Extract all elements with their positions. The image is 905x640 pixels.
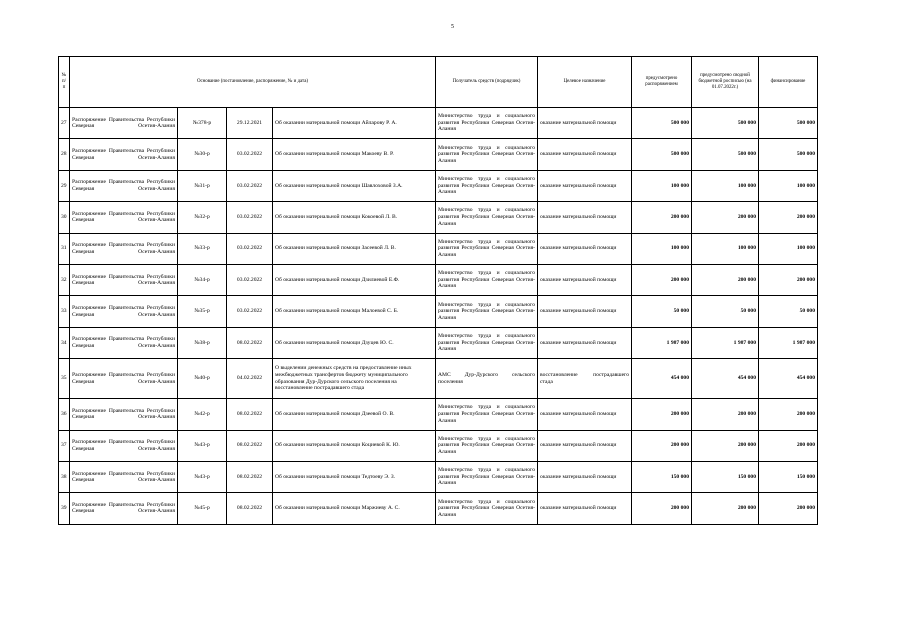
amount-financed-cell: 500 000: [759, 108, 818, 139]
table-row: [59, 461, 818, 492]
purpose-cell: восстановление пострадавшего стада: [538, 359, 632, 399]
document-date-cell: 03.02.2022: [227, 233, 273, 264]
table-row: [59, 296, 818, 327]
amount-allocated-cell: 500 000: [632, 139, 692, 170]
table-row: [59, 139, 818, 170]
amount-financed-cell: 200 000: [759, 493, 818, 524]
document-type-cell: Распоряжение Правительства Республики Северная Осетия-Алания: [70, 170, 178, 201]
amount-allocated-cell: 454 000: [632, 359, 692, 399]
recipient-cell: Министерство труда и социального развития Республики Северная Осетия-Алания: [436, 327, 538, 358]
amount-budgeted-cell: 500 000: [692, 139, 759, 170]
amount-budgeted-cell: 1 987 000: [692, 327, 759, 358]
recipient-cell: Министерство труда и социального развития Республики Северная Осетия-Алания: [436, 399, 538, 430]
amount-financed-cell: 150 000: [759, 461, 818, 492]
document-number-cell: №31-р: [178, 170, 227, 201]
table-row: [59, 264, 818, 295]
document-number-cell: №38-р: [178, 327, 227, 358]
amount-budgeted-cell: 500 000: [692, 108, 759, 139]
document-date-cell: 08.02.2022: [227, 430, 273, 461]
amount-allocated-cell: 100 000: [632, 170, 692, 201]
amount-allocated-cell: 50 000: [632, 296, 692, 327]
amount-financed-cell: 454 000: [759, 359, 818, 399]
purpose-cell: оказание материальной помощи: [538, 430, 632, 461]
row-number-cell: 30: [59, 202, 70, 233]
purpose-cell: оказание материальной помощи: [538, 264, 632, 295]
amount-budgeted-cell: 200 000: [692, 264, 759, 295]
amount-budgeted-cell: 200 000: [692, 493, 759, 524]
row-number-cell: 33: [59, 296, 70, 327]
document-type-cell: Распоряжение Правительства Республики Северная Осетия-Алания: [70, 327, 178, 358]
document-date-cell: 08.02.2022: [227, 399, 273, 430]
document-title-cell: Об оказании материальной помощи Дзуцев Ю. С.: [273, 327, 436, 358]
document-number-cell: №35-р: [178, 296, 227, 327]
document-number-cell: №378-р: [178, 108, 227, 139]
document-number-cell: №43-р: [178, 461, 227, 492]
amount-budgeted-cell: 200 000: [692, 430, 759, 461]
header-purpose: Целевое назначение: [538, 57, 632, 108]
document-type-cell: Распоряжение Правительства Республики Северная Осетия-Алания: [70, 359, 178, 399]
document-date-cell: 03.02.2022: [227, 264, 273, 295]
recipient-cell: Министерство труда и социального развития Республики Северная Осетия-Алания: [436, 264, 538, 295]
amount-budgeted-cell: 50 000: [692, 296, 759, 327]
funding-table: [58, 56, 818, 525]
header-allocated: предусмотрено распоряжением: [632, 57, 692, 108]
recipient-cell: АМС Дур-Дурского сельского поселения: [436, 359, 538, 399]
row-number-cell: 31: [59, 233, 70, 264]
purpose-cell: оказание материальной помощи: [538, 170, 632, 201]
amount-financed-cell: 500 000: [759, 139, 818, 170]
table-row: [59, 359, 818, 399]
header-actual: предусмотрено сводной бюджетной росписью (на 01.07.2022г.): [692, 57, 759, 108]
document-title-cell: Об оказании материальной помощи Шавлоховой З.А.: [273, 170, 436, 201]
document-date-cell: 03.02.2022: [227, 139, 273, 170]
row-number-cell: 34: [59, 327, 70, 358]
document-title-cell: Об оказании материальной помощи Коциевой К. Ю.: [273, 430, 436, 461]
amount-financed-cell: 100 000: [759, 233, 818, 264]
amount-budgeted-cell: 150 000: [692, 461, 759, 492]
recipient-cell: Министерство труда и социального развития Республики Северная Осетия-Алания: [436, 233, 538, 264]
document-number-cell: №32-р: [178, 202, 227, 233]
header-num: № п/п: [59, 57, 70, 108]
table-row: [59, 430, 818, 461]
amount-financed-cell: 200 000: [759, 264, 818, 295]
amount-allocated-cell: 200 000: [632, 399, 692, 430]
header-recipient: Получатель средств (подрядчик): [436, 57, 538, 108]
header-basis: Основание (постановление, распоряжение, № и дата): [70, 57, 436, 108]
recipient-cell: Министерство труда и социального развития Республики Северная Осетия-Алания: [436, 493, 538, 524]
document-number-cell: №43-р: [178, 430, 227, 461]
document-title-cell: Об оказании материальной помощи Дзилиевой Е.Ф.: [273, 264, 436, 295]
document-title-cell: Об оказании материальной помощи Кокоевой Л. В.: [273, 202, 436, 233]
recipient-cell: Министерство труда и социального развития Республики Северная Осетия-Алания: [436, 430, 538, 461]
row-number-cell: 37: [59, 430, 70, 461]
table-row: [59, 327, 818, 358]
row-number-cell: 38: [59, 461, 70, 492]
purpose-cell: оказание материальной помощи: [538, 493, 632, 524]
amount-allocated-cell: 100 000: [632, 233, 692, 264]
purpose-cell: оказание материальной помощи: [538, 296, 632, 327]
amount-financed-cell: 200 000: [759, 202, 818, 233]
amount-allocated-cell: 500 000: [632, 108, 692, 139]
table-body: [59, 108, 818, 525]
document-type-cell: Распоряжение Правительства Республики Северная Осетия-Алания: [70, 461, 178, 492]
document-date-cell: 04.02.2022: [227, 359, 273, 399]
purpose-cell: оказание материальной помощи: [538, 202, 632, 233]
purpose-cell: оказание материальной помощи: [538, 108, 632, 139]
document-number-cell: №30-р: [178, 139, 227, 170]
purpose-cell: оказание материальной помощи: [538, 327, 632, 358]
amount-budgeted-cell: 200 000: [692, 202, 759, 233]
recipient-cell: Министерство труда и социального развития Республики Северная Осетия-Алания: [436, 296, 538, 327]
document-title-cell: О выделении денежных средств на предоставление иных межбюджетных трансфертов бюджету муниципального образования Дур-Дурского сельского поселения на восстановление пострадавшего стада: [273, 359, 436, 399]
recipient-cell: Министерство труда и социального развития Республики Северная Осетия-Алания: [436, 461, 538, 492]
document-type-cell: Распоряжение Правительства Республики Северная Осетия-Алания: [70, 139, 178, 170]
amount-financed-cell: 200 000: [759, 399, 818, 430]
amount-allocated-cell: 200 000: [632, 430, 692, 461]
document-number-cell: №40-р: [178, 359, 227, 399]
row-number-cell: 35: [59, 359, 70, 399]
table-row: [59, 493, 818, 524]
document-number-cell: №42-р: [178, 399, 227, 430]
amount-allocated-cell: 200 000: [632, 202, 692, 233]
recipient-cell: Министерство труда и социального развития Республики Северная Осетия-Алания: [436, 202, 538, 233]
table-header-row: [59, 57, 818, 108]
document-date-cell: 08.02.2022: [227, 493, 273, 524]
table-row: [59, 399, 818, 430]
purpose-cell: оказание материальной помощи: [538, 461, 632, 492]
table-row: [59, 233, 818, 264]
row-number-cell: 27: [59, 108, 70, 139]
document-title-cell: Об оказании материальной помощи Макоеву В. Р.: [273, 139, 436, 170]
amount-budgeted-cell: 100 000: [692, 170, 759, 201]
amount-allocated-cell: 150 000: [632, 461, 692, 492]
table-row: [59, 108, 818, 139]
document-number-cell: №33-р: [178, 233, 227, 264]
purpose-cell: оказание материальной помощи: [538, 399, 632, 430]
recipient-cell: Министерство труда и социального развития Республики Северная Осетия-Алания: [436, 170, 538, 201]
purpose-cell: оказание материальной помощи: [538, 233, 632, 264]
document-title-cell: Об оказании материальной помощи Дзеевой О. В.: [273, 399, 436, 430]
row-number-cell: 32: [59, 264, 70, 295]
document-date-cell: 08.02.2022: [227, 327, 273, 358]
document-type-cell: Распоряжение Правительства Республики Северная Осетия-Алания: [70, 202, 178, 233]
document-date-cell: 03.02.2022: [227, 202, 273, 233]
header-financed: финансирование: [759, 57, 818, 108]
document-title-cell: Об оказании материальной помощи Айларову Р. А.: [273, 108, 436, 139]
document-type-cell: Распоряжение Правительства Республики Северная Осетия-Алания: [70, 233, 178, 264]
document-type-cell: Распоряжение Правительства Республики Северная Осетия-Алания: [70, 399, 178, 430]
recipient-cell: Министерство труда и социального развития Республики Северная Осетия-Алания: [436, 108, 538, 139]
amount-financed-cell: 1 987 000: [759, 327, 818, 358]
document-date-cell: 03.02.2022: [227, 296, 273, 327]
row-number-cell: 39: [59, 493, 70, 524]
amount-budgeted-cell: 454 000: [692, 359, 759, 399]
document-title-cell: Об оказании материальной помощи Малоевой С. Б.: [273, 296, 436, 327]
amount-financed-cell: 200 000: [759, 430, 818, 461]
document-type-cell: Распоряжение Правительства Республики Северная Осетия-Алания: [70, 264, 178, 295]
document-number-cell: №34-р: [178, 264, 227, 295]
amount-allocated-cell: 200 000: [632, 493, 692, 524]
document-number-cell: №45-р: [178, 493, 227, 524]
document-date-cell: 29.12.2021: [227, 108, 273, 139]
document-title-cell: Об оказании материальной помощи Засеевой Л. В.: [273, 233, 436, 264]
amount-financed-cell: 50 000: [759, 296, 818, 327]
row-number-cell: 36: [59, 399, 70, 430]
document-type-cell: Распоряжение Правительства Республики Северная Осетия-Алания: [70, 493, 178, 524]
document-title-cell: Об оказании материальной помощи Тедтоеву Э. З.: [273, 461, 436, 492]
amount-financed-cell: 100 000: [759, 170, 818, 201]
table-row: [59, 170, 818, 201]
document-date-cell: 03.02.2022: [227, 170, 273, 201]
page-number: 5: [451, 24, 454, 30]
amount-budgeted-cell: 200 000: [692, 399, 759, 430]
document-type-cell: Распоряжение Правительства Республики Северная Осетия-Алания: [70, 108, 178, 139]
amount-allocated-cell: 200 000: [632, 264, 692, 295]
document-type-cell: Распоряжение Правительства Республики Северная Осетия-Алания: [70, 296, 178, 327]
recipient-cell: Министерство труда и социального развития Республики Северная Осетия-Алания: [436, 139, 538, 170]
document-date-cell: 08.02.2022: [227, 461, 273, 492]
row-number-cell: 29: [59, 170, 70, 201]
row-number-cell: 28: [59, 139, 70, 170]
purpose-cell: оказание материальной помощи: [538, 139, 632, 170]
amount-allocated-cell: 1 987 000: [632, 327, 692, 358]
document-type-cell: Распоряжение Правительства Республики Северная Осетия-Алания: [70, 430, 178, 461]
table-row: [59, 202, 818, 233]
amount-budgeted-cell: 100 000: [692, 233, 759, 264]
document-title-cell: Об оказании материальной помощи Маржиеву А. С.: [273, 493, 436, 524]
